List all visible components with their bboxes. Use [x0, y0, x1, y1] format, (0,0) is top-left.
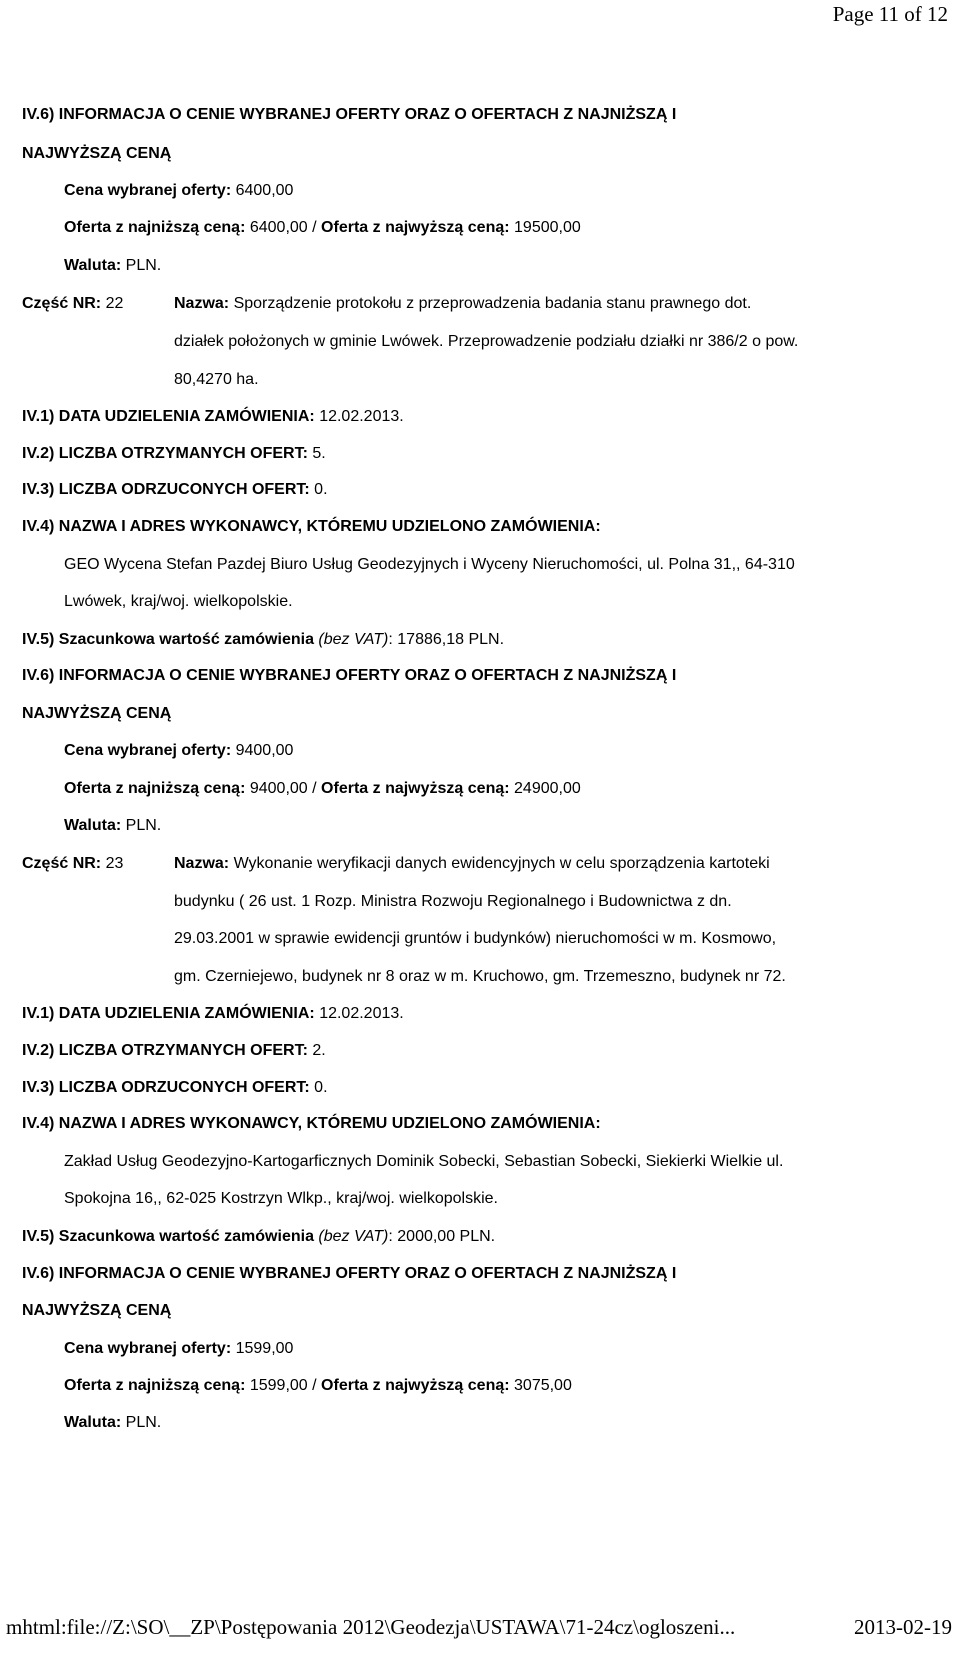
- lowest-label: Oferta z najniższą ceną:: [64, 219, 246, 236]
- contractor-line: GEO Wycena Stefan Pazdej Biuro Usług Geodezyjnych i Wyceny Nieruchomości, ul. Polna 31,, 64-310: [64, 556, 795, 573]
- highest-label: Oferta z najwyższą ceną:: [321, 219, 510, 236]
- lowest-highest-offers: [64, 219, 581, 237]
- separator: /: [312, 780, 317, 797]
- footer-date: 2013-02-19: [854, 1615, 952, 1639]
- part-number-label: Część NR:: [22, 295, 102, 312]
- currency-value: PLN.: [125, 817, 162, 834]
- price-value: 1599,00: [235, 1340, 294, 1357]
- part-number: [22, 295, 123, 313]
- part-number-label: Część NR:: [22, 855, 102, 872]
- currency-label: Waluta:: [64, 1414, 122, 1431]
- price-label: Cena wybranej oferty:: [64, 742, 232, 759]
- selected-offer-price: [64, 1340, 293, 1358]
- lowest-label: Oferta z najniższą ceną:: [64, 780, 246, 797]
- selected-offer-price: [64, 182, 293, 200]
- offers-rejected-value: 0.: [314, 1079, 328, 1096]
- section-heading-iv6-cont: NAJWYŻSZĄ CENĄ: [22, 705, 172, 722]
- footer-file-path: mhtml:file://Z:\SO\__ZP\Postępowania 2012\Geodezja\USTAWA\71-24cz\ogloszeni...: [6, 1615, 736, 1639]
- lowest-highest-offers: [64, 780, 581, 798]
- part-name: [174, 855, 770, 873]
- section-heading-iv6-cont: NAJWYŻSZĄ CENĄ: [22, 145, 172, 162]
- offers-rejected: [22, 481, 328, 499]
- highest-value: 19500,00: [514, 219, 581, 236]
- offers-rejected-label: IV.3) LICZBA ODRZUCONYCH OFERT:: [22, 1079, 310, 1096]
- lowest-label: Oferta z najniższą ceną:: [64, 1377, 246, 1394]
- estimated-value-vat: (bez VAT): [318, 1228, 389, 1245]
- price-label: Cena wybranej oferty:: [64, 1340, 232, 1357]
- currency-label: Waluta:: [64, 257, 122, 274]
- section-heading-iv6: IV.6) INFORMACJA O CENIE WYBRANEJ OFERTY ORAZ O OFERTACH Z NAJNIŻSZĄ I: [22, 106, 677, 123]
- section-heading-iv6: IV.6) INFORMACJA O CENIE WYBRANEJ OFERTY ORAZ O OFERTACH Z NAJNIŻSZĄ I: [22, 1265, 677, 1282]
- offers-received-value: 5.: [312, 445, 326, 462]
- part-number-value: 22: [105, 295, 124, 312]
- part-name: [174, 295, 751, 313]
- lowest-value: 6400,00: [249, 219, 308, 236]
- part-name-text: Sporządzenie protokołu z przeprowadzenia badania stanu prawnego dot.: [233, 295, 752, 312]
- offers-received-label: IV.2) LICZBA OTRZYMANYCH OFERT:: [22, 1042, 308, 1059]
- estimated-value-vat: (bez VAT): [318, 631, 389, 648]
- part-name-label: Nazwa:: [174, 855, 230, 872]
- contractor-line: Spokojna 16,, 62-025 Kostrzyn Wlkp., kraj/woj. wielkopolskie.: [64, 1190, 498, 1207]
- contractor-heading: IV.4) NAZWA I ADRES WYKONAWCY, KTÓREMU UDZIELONO ZAMÓWIENIA:: [22, 1115, 601, 1132]
- currency: [64, 817, 161, 835]
- price-value: 6400,00: [235, 182, 294, 199]
- estimated-value: [22, 1228, 495, 1246]
- part-name-line: 29.03.2001 w sprawie ewidencji gruntów i budynków) nieruchomości w m. Kosmowo,: [174, 930, 777, 947]
- page-number: Page 11 of 12: [832, 2, 948, 26]
- currency-value: PLN.: [125, 1414, 162, 1431]
- lowest-value: 1599,00: [249, 1377, 308, 1394]
- estimated-value-label: IV.5) Szacunkowa wartość zamówienia: [22, 631, 314, 648]
- part-number: [22, 855, 123, 873]
- highest-label: Oferta z najwyższą ceną:: [321, 1377, 510, 1394]
- section-heading-iv6: IV.6) INFORMACJA O CENIE WYBRANEJ OFERTY ORAZ O OFERTACH Z NAJNIŻSZĄ I: [22, 667, 677, 684]
- lowest-value: 9400,00: [249, 780, 308, 797]
- award-date: [22, 408, 404, 426]
- estimated-value-label: IV.5) Szacunkowa wartość zamówienia: [22, 1228, 314, 1245]
- contractor-heading: IV.4) NAZWA I ADRES WYKONAWCY, KTÓREMU UDZIELONO ZAMÓWIENIA:: [22, 518, 601, 535]
- price-label: Cena wybranej oferty:: [64, 182, 232, 199]
- contractor-line: Zakład Usług Geodezyjno-Kartogarficznych Dominik Sobecki, Sebastian Sobecki, Siekierki Wielkie ul.: [64, 1153, 784, 1170]
- award-date: [22, 1005, 404, 1023]
- offers-rejected: [22, 1079, 328, 1097]
- highest-value: 3075,00: [514, 1377, 572, 1394]
- award-date-value: 12.02.2013.: [319, 1005, 404, 1022]
- currency-value: PLN.: [125, 257, 162, 274]
- lowest-highest-offers: [64, 1377, 572, 1395]
- highest-label: Oferta z najwyższą ceną:: [321, 780, 510, 797]
- part-name-line: gm. Czerniejewo, budynek nr 8 oraz w m. Kruchowo, gm. Trzemeszno, budynek nr 72.: [174, 968, 786, 985]
- offers-rejected-value: 0.: [314, 481, 328, 498]
- selected-offer-price: [64, 742, 293, 760]
- offers-received-label: IV.2) LICZBA OTRZYMANYCH OFERT:: [22, 445, 308, 462]
- contractor-line: Lwówek, kraj/woj. wielkopolskie.: [64, 593, 293, 610]
- separator: /: [312, 1377, 317, 1394]
- estimated-value: [22, 631, 504, 649]
- currency: [64, 257, 161, 275]
- offers-rejected-label: IV.3) LICZBA ODRZUCONYCH OFERT:: [22, 481, 310, 498]
- part-name-text: Wykonanie weryfikacji danych ewidencyjnych w celu sporządzenia kartoteki: [233, 855, 770, 872]
- part-name-line: budynku ( 26 ust. 1 Rozp. Ministra Rozwoju Regionalnego i Budownictwa z dn.: [174, 893, 732, 910]
- award-date-value: 12.02.2013.: [319, 408, 404, 425]
- estimated-value-amount: : 17886,18 PLN.: [388, 631, 505, 648]
- highest-value: 24900,00: [514, 780, 581, 797]
- offers-received: [22, 445, 326, 463]
- part-name-line: działek położonych w gminie Lwówek. Przeprowadzenie podziału działki nr 386/2 o pow.: [174, 333, 799, 350]
- offers-received: [22, 1042, 326, 1060]
- part-name-line: 80,4270 ha.: [174, 371, 259, 388]
- estimated-value-amount: : 2000,00 PLN.: [388, 1228, 496, 1245]
- award-date-label: IV.1) DATA UDZIELENIA ZAMÓWIENIA:: [22, 1005, 315, 1022]
- currency: [64, 1414, 161, 1432]
- part-number-value: 23: [105, 855, 124, 872]
- page-footer: [6, 1615, 952, 1640]
- price-value: 9400,00: [235, 742, 294, 759]
- section-heading-iv6-cont: NAJWYŻSZĄ CENĄ: [22, 1302, 172, 1319]
- currency-label: Waluta:: [64, 817, 122, 834]
- part-name-label: Nazwa:: [174, 295, 230, 312]
- offers-received-value: 2.: [312, 1042, 326, 1059]
- award-date-label: IV.1) DATA UDZIELENIA ZAMÓWIENIA:: [22, 408, 315, 425]
- separator: /: [312, 219, 317, 236]
